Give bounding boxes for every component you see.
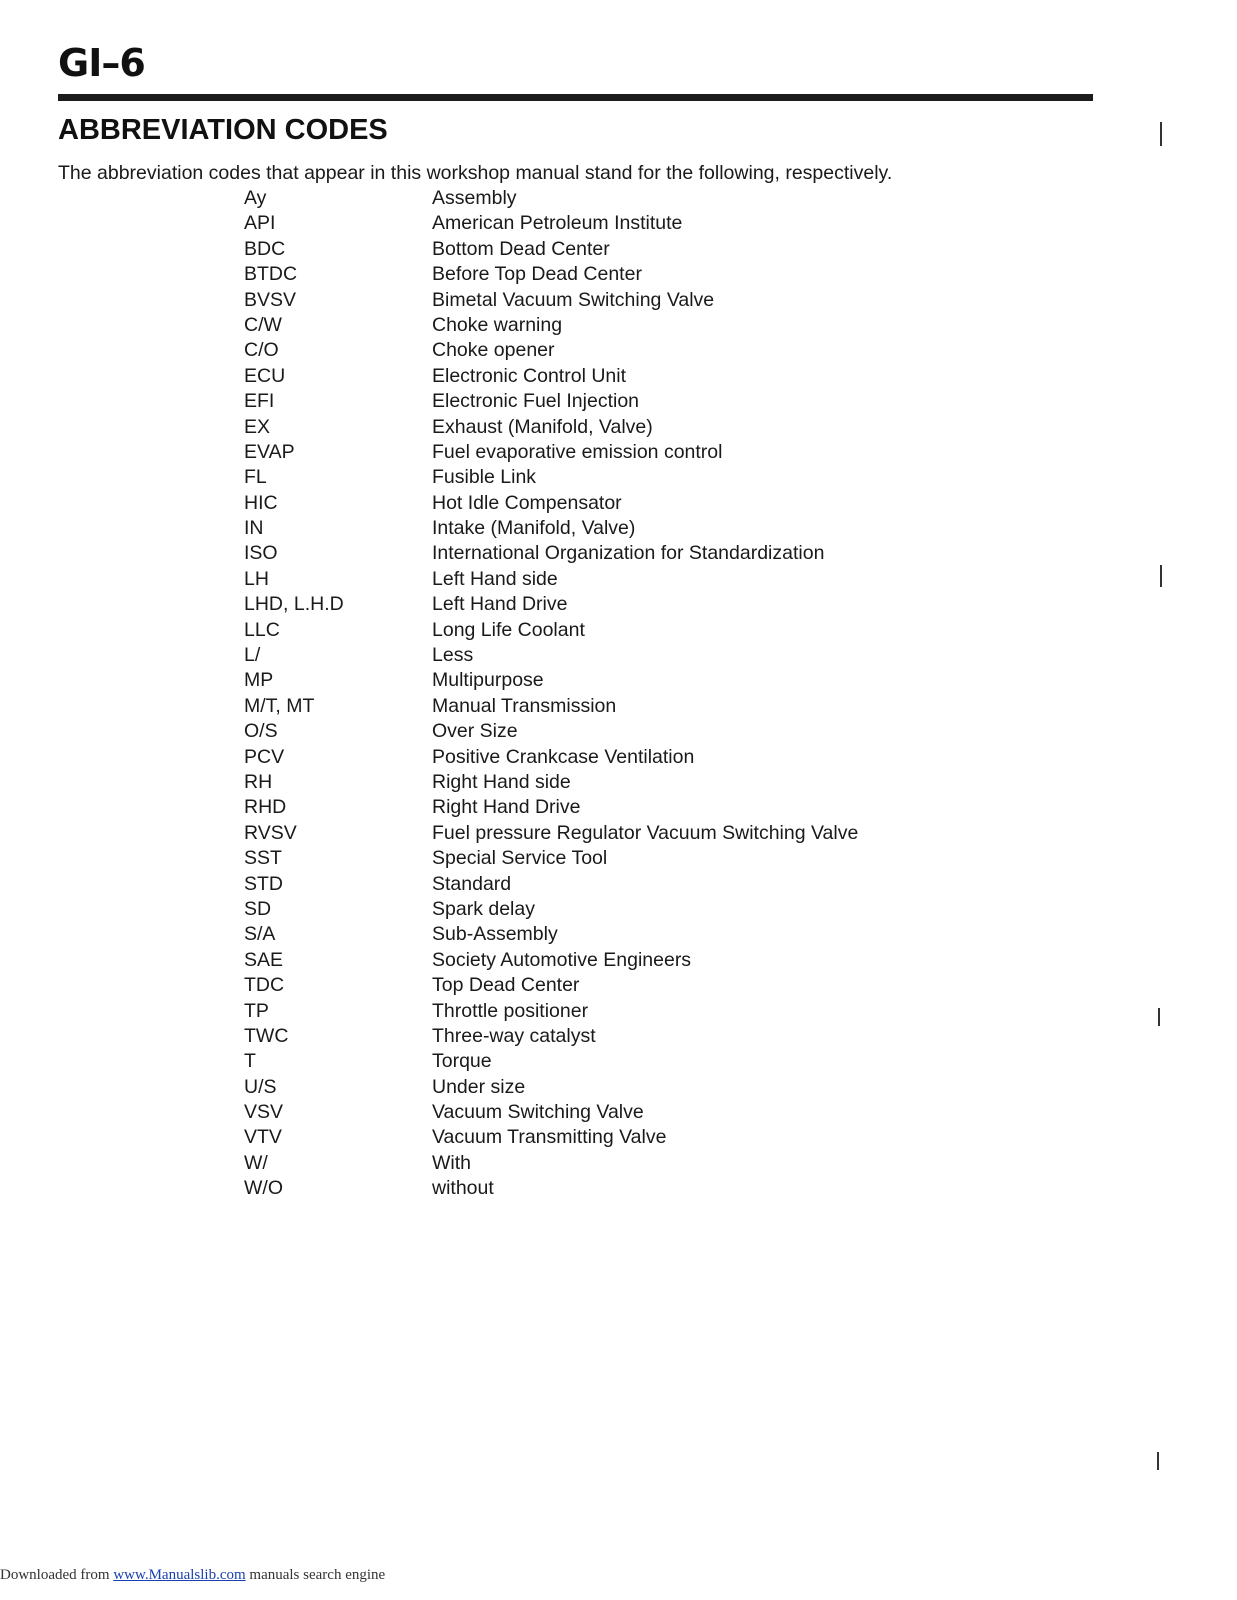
abbreviation-code: BDC (244, 237, 286, 260)
abbreviation-meaning: Under size (432, 1075, 526, 1098)
abbreviation-code: L/ (244, 644, 261, 667)
abbreviation-row (0, 821, 1237, 846)
abbreviation-row (0, 516, 1237, 541)
abbreviation-code: T (244, 1050, 256, 1073)
abbreviation-row (0, 567, 1237, 592)
scan-mark (1157, 1452, 1159, 1470)
abbreviation-meaning: Right Hand side (432, 770, 571, 793)
abbreviation-meaning: Throttle positioner (432, 999, 589, 1022)
abbreviation-row (0, 694, 1237, 719)
abbreviation-row (0, 643, 1237, 668)
abbreviation-code: BVSV (244, 288, 297, 311)
abbreviation-meaning: Spark delay (432, 897, 535, 920)
abbreviation-code: PCV (244, 745, 285, 768)
abbreviation-row (0, 1075, 1237, 1100)
abbreviation-meaning: without (432, 1177, 494, 1200)
abbreviation-meaning: With (432, 1151, 471, 1174)
abbreviation-row (0, 719, 1237, 744)
abbreviation-code: SST (244, 847, 282, 870)
abbreviation-row (0, 897, 1237, 922)
abbreviation-meaning: Choke opener (432, 339, 555, 362)
abbreviation-meaning: Manual Transmission (432, 694, 617, 717)
abbreviation-code: W/O (244, 1177, 283, 1200)
abbreviation-code: S/A (244, 923, 276, 946)
abbreviation-row (0, 668, 1237, 693)
abbreviation-meaning: Fusible Link (432, 466, 537, 489)
abbreviation-row (0, 364, 1237, 389)
abbreviation-code: RHD (244, 796, 287, 819)
abbreviation-row (0, 1100, 1237, 1125)
abbreviation-code: TP (244, 999, 269, 1022)
abbreviation-meaning: Society Automotive Engineers (432, 948, 692, 971)
abbreviation-row (0, 262, 1237, 287)
abbreviation-code: M/T, MT (244, 694, 315, 717)
abbreviation-row (0, 795, 1237, 820)
abbreviation-meaning: International Organization for Standardization (432, 542, 825, 565)
abbreviation-code: SAE (244, 948, 284, 971)
abbreviation-code: C/O (244, 339, 279, 362)
intro-text: The abbreviation codes that appear in this workshop manual stand for the following, respectively. (58, 162, 893, 184)
abbreviation-row (0, 1049, 1237, 1074)
abbreviation-code: IN (244, 517, 264, 540)
abbreviation-meaning: Special Service Tool (432, 847, 608, 870)
abbreviation-meaning: Positive Crankcase Ventilation (432, 745, 695, 768)
abbreviation-meaning: American Petroleum Institute (432, 212, 683, 235)
abbreviation-meaning: Long Life Coolant (432, 618, 585, 641)
abbreviation-meaning: Right Hand Drive (432, 796, 581, 819)
scan-mark (1158, 1008, 1160, 1026)
abbreviation-code: API (244, 212, 276, 235)
abbreviation-code: VSV (244, 1101, 284, 1124)
abbreviation-row (0, 948, 1237, 973)
abbreviation-code: HIC (244, 491, 278, 514)
page-code: GI–6 (58, 41, 145, 85)
abbreviation-meaning: Left Hand side (432, 567, 558, 590)
abbreviation-meaning: Left Hand Drive (432, 593, 568, 616)
abbreviation-row (0, 1024, 1237, 1049)
abbreviation-meaning: Assembly (432, 187, 517, 209)
abbreviation-code: LHD, L.H.D (244, 593, 344, 616)
abbreviation-code: C/W (244, 313, 282, 336)
scan-mark (1160, 565, 1162, 587)
abbreviation-code: TWC (244, 1024, 289, 1047)
abbreviation-meaning: Sub-Assembly (432, 923, 558, 946)
abbreviation-code: Ay (244, 187, 267, 209)
abbreviation-list (0, 186, 1237, 1202)
abbreviation-code: TDC (244, 974, 285, 997)
abbreviation-code: RVSV (244, 821, 297, 844)
abbreviation-code: RH (244, 770, 273, 793)
abbreviation-row (0, 618, 1237, 643)
abbreviation-meaning: Exhaust (Manifold, Valve) (432, 415, 653, 438)
abbreviation-meaning: Bimetal Vacuum Switching Valve (432, 288, 715, 311)
abbreviation-meaning: Hot Idle Compensator (432, 491, 622, 514)
abbreviation-row (0, 237, 1237, 262)
abbreviation-meaning: Bottom Dead Center (432, 237, 610, 260)
abbreviation-meaning: Intake (Manifold, Valve) (432, 517, 636, 540)
abbreviation-row (0, 288, 1237, 313)
abbreviation-code: U/S (244, 1075, 277, 1098)
abbreviation-code: ECU (244, 364, 286, 387)
abbreviation-code: MP (244, 669, 274, 692)
scan-mark (1160, 122, 1162, 146)
abbreviation-meaning: Multipurpose (432, 669, 544, 692)
abbreviation-meaning: Vacuum Switching Valve (432, 1101, 644, 1124)
abbreviation-row (0, 389, 1237, 414)
abbreviation-row (0, 415, 1237, 440)
abbreviation-row (0, 541, 1237, 566)
abbreviation-code: LLC (244, 618, 280, 641)
abbreviation-code: EVAP (244, 440, 295, 463)
abbreviation-meaning: Torque (432, 1050, 492, 1073)
manualslib-link[interactable]: www.Manualslib.com (113, 1567, 246, 1583)
abbreviation-row (0, 1151, 1237, 1176)
header-rule (58, 94, 1093, 101)
abbreviation-meaning: Top Dead Center (432, 974, 580, 997)
footer-suffix: manuals search engine (245, 1567, 386, 1583)
abbreviation-meaning: Three-way catalyst (432, 1024, 596, 1047)
abbreviation-code: STD (244, 872, 283, 895)
abbreviation-code: O/S (244, 720, 278, 743)
abbreviation-meaning: Standard (432, 872, 512, 895)
abbreviation-meaning: Before Top Dead Center (432, 263, 642, 286)
abbreviation-code: ISO (244, 542, 278, 565)
footer-prefix: Downloaded from (0, 1567, 114, 1583)
abbreviation-row (0, 973, 1237, 998)
footer (0, 1567, 385, 1584)
abbreviation-row (0, 211, 1237, 236)
abbreviation-row (0, 491, 1237, 516)
abbreviation-row (0, 465, 1237, 490)
abbreviation-meaning: Fuel pressure Regulator Vacuum Switching Valve (432, 821, 859, 844)
abbreviation-meaning: Electronic Fuel Injection (432, 390, 640, 413)
abbreviation-meaning: Over Size (432, 720, 518, 743)
abbreviation-code: BTDC (244, 263, 298, 286)
abbreviation-code: VTV (244, 1126, 282, 1149)
abbreviation-row (0, 338, 1237, 363)
abbreviation-row (0, 872, 1237, 897)
abbreviation-code: EFI (244, 390, 275, 413)
abbreviation-code: LH (244, 567, 269, 590)
abbreviation-row (0, 186, 1237, 211)
abbreviation-row (0, 846, 1237, 871)
abbreviation-meaning: Electronic Control Unit (432, 364, 626, 387)
abbreviation-meaning: Choke warning (432, 313, 563, 336)
section-title: ABBREVIATION CODES (58, 114, 388, 146)
abbreviation-meaning: Vacuum Transmitting Valve (432, 1126, 667, 1149)
abbreviation-code: FL (244, 466, 267, 489)
abbreviation-row (0, 922, 1237, 947)
abbreviation-row (0, 770, 1237, 795)
abbreviation-code: W/ (244, 1151, 268, 1174)
abbreviation-row (0, 745, 1237, 770)
abbreviation-row (0, 1176, 1237, 1201)
abbreviation-row (0, 1125, 1237, 1150)
abbreviation-code: EX (244, 415, 271, 438)
abbreviation-row (0, 313, 1237, 338)
abbreviation-row (0, 592, 1237, 617)
abbreviation-meaning: Fuel evaporative emission control (432, 440, 723, 463)
abbreviation-code: SD (244, 897, 272, 920)
abbreviation-row (0, 440, 1237, 465)
abbreviation-meaning: Less (432, 644, 474, 667)
abbreviation-row (0, 999, 1237, 1024)
